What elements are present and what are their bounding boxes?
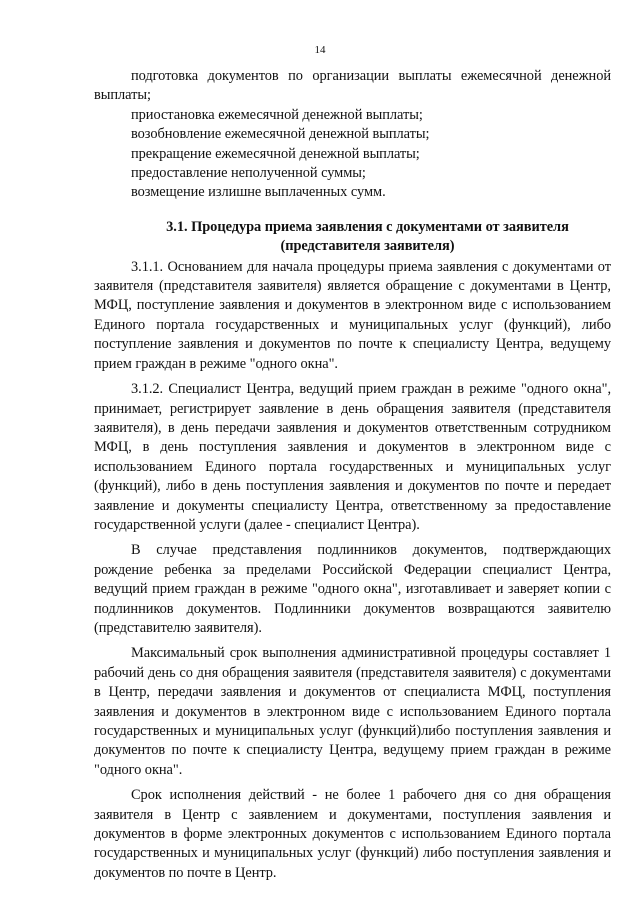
paragraph-max-term: Максимальный срок выполнения административной процедуры составляет 1 рабочий день со дня обращения заявителя (представителя заявителя) с документами в Центр, передачи заявления и документов от специалиста МФЦ, поступления заявления и документов в электронном виде с использованием Единого портала государственных и муниципальных услуг (функций)либо поступления заявления и документов по почте к специалисту Центра, ведущему прием граждан в режиме "одного окна". bbox=[94, 645, 611, 778]
list-item: приостановка ежемесячной денежной выплаты; bbox=[131, 106, 423, 123]
list-item: прекращение ежемесячной денежной выплаты; bbox=[131, 145, 420, 162]
paragraph-execution-term: Срок исполнения действий - не более 1 рабочего дня со дня обращения заявителя в Центр с заявлением и документами, поступления заявления и документов в форме электронных документов с использованием Единого портала государственных и муниципальных услуг (функций) либо поступления заявления и документов по почте в Центр. bbox=[94, 787, 611, 881]
page-number: 14 bbox=[314, 44, 326, 56]
paragraph-originals: В случае представления подлинников документов, подтверждающих рождение ребенка за пределами Российской Федерации специалист Центра, ведущий прием граждан в режиме "одного окна", изготавливает и заверяет копии с подлинников документов. Подлинники документов возвращаются заявителю (представителю заявителя). bbox=[94, 542, 611, 636]
list-item: предоставление неполученной суммы; bbox=[131, 165, 366, 182]
list-item: возмещение излишне выплаченных сумм. bbox=[131, 184, 386, 201]
paragraph-3-1-1: 3.1.1. Основанием для начала процедуры приема заявления с документами от заявителя (представителя заявителя) является обращение с документами в Центр, МФЦ, поступление заявления и документов в электронном виде с использованием Единого портала государственных и муниципальных услуг (функций), либо поступление заявления и документов по почте к специалисту Центра, ведущему прием граждан в режиме "одного окна". bbox=[94, 258, 611, 372]
section-heading: 3.1. Процедура приема заявления с документами от заявителя (представителя заявителя) bbox=[166, 218, 569, 255]
document-body bbox=[94, 67, 611, 883]
intro-paragraph: подготовка документов по организации выплаты ежемесячной денежной выплаты; bbox=[94, 68, 611, 104]
list-item: возобновление ежемесячной денежной выплаты; bbox=[131, 126, 430, 143]
paragraph-3-1-2: 3.1.2. Специалист Центра, ведущий прием граждан в режиме "одного окна", принимает, регистрирует заявление в день обращения заявителя (представителя заявителя), в день передачи заявления и документов ответственным сотрудником МФЦ, в день поступления заявления и документов в электронном виде с использованием Единого портала государственных и муниципальных услуг (функций), либо в день поступления заявления и документов по почте и передает заявление и документы специалисту Центра, ответственному за предоставление государственной услуги (далее - специалист Центра). bbox=[94, 381, 611, 533]
